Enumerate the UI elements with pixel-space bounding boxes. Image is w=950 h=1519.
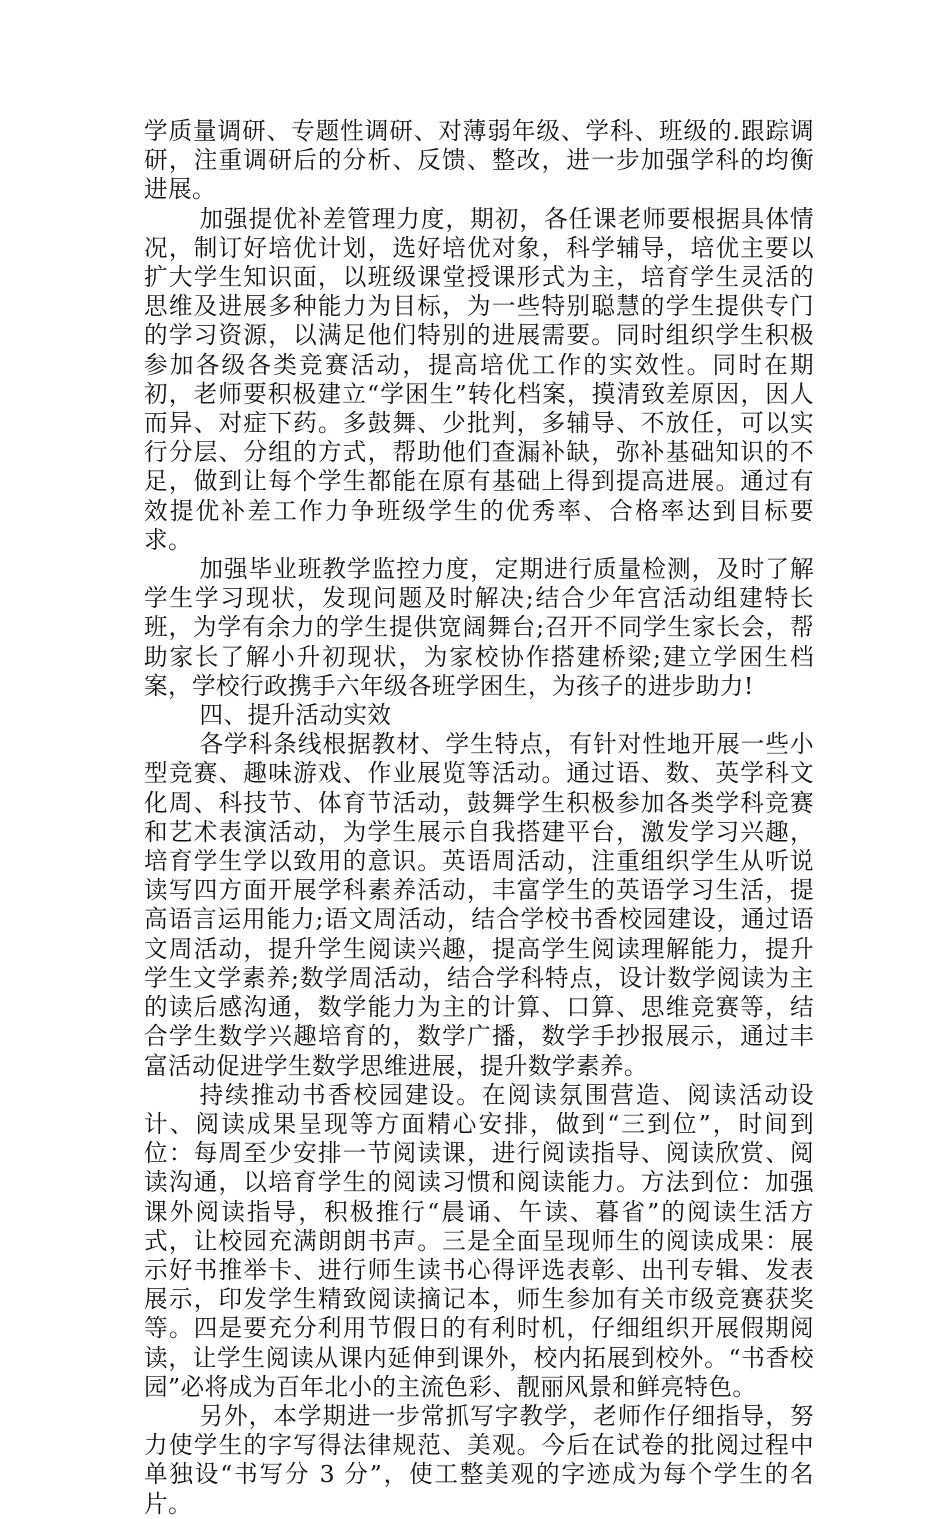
paragraph-tutoring: 加强提优补差管理力度，期初，各任课老师要根据具体情况，制订好培优计划，选好培优对象，科学辅导，培优主要以扩大学生知识面，以班级课堂授课形式为主，培育学生灵活的思维及进展多种能力为目标，为一些特别聪慧的学生提供专门的学习资源，以满足他们特别的进展需要。同时组织学生积极参加各级各类竞赛活动，提高培优工作的实效性。同时在期初，老师要积极建立“学困生”转化档案，摸清致差原因，因人而异、对症下药。多鼓舞、少批判，多辅导、不放任，可以实行分层、分组的方式，帮助他们查漏补缺，弥补基础知识的不足，做到让每个学生都能在原有基础上得到提高进展。通过有效提优补差工作力争班级学生的优秀率、合格率达到目标要求。 [144,204,814,554]
paragraph-graduating-class: 加强毕业班教学监控力度，定期进行质量检测，及时了解学生学习现状，发现问题及时解决;结合少年宫活动组建特长班，为学有余力的学生提供宽阔舞台;召开不同学生家长会，帮助家长了解小升初现状，为家校协作搭建桥梁;建立学困生档案，学校行政携手六年级各班学困生，为孩子的进步助力! [144,555,814,700]
paragraph-handwriting: 另外，本学期进一步常抓写字教学，老师作仔细指导，努力使学生的字写得法律规范、美观。今后在试卷的批阅过程中单独设“书写分 3 分”，使工整美观的字迹成为每个学生的名片。 [144,1401,814,1518]
paragraph-research-followup: 学质量调研、专题性调研、对薄弱年级、学科、班级的.跟踪调研，注重调研后的分析、反馈、整改，进一步加强学科的均衡进展。 [144,117,814,204]
document-body [144,117,814,1519]
paragraph-subject-activities: 各学科条线根据教材、学生特点，有针对性地开展一些小型竞赛、趣味游戏、作业展览等活动。通过语、数、英学科文化周、科技节、体育节活动，鼓舞学生积极参加各类学科竞赛和艺术表演活动，为学生展示自我搭建平台，激发学习兴趣，培育学生学以致用的意识。英语周活动，注重组织学生从听说读写四方面开展学科素养活动，丰富学生的英语学习生活，提高语言运用能力;语文周活动，结合学校书香校园建设，通过语文周活动，提升学生阅读兴趣，提高学生阅读理解能力，提升学生文学素养;数学周活动，结合学科特点，设计数学阅读为主的读后感沟通，数学能力为主的计算、口算、思维竞赛等，结合学生数学兴趣培育的，数学广播，数学手抄报展示，通过丰富活动促进学生数学思维进展，提升数学素养。 [144,730,814,1080]
section-heading-activities: 四、提升活动实效 [199,701,392,730]
paragraph-reading-campus: 持续推动书香校园建设。在阅读氛围营造、阅读活动设计、阅读成果呈现等方面精心安排，做到“三到位”，时间到位：每周至少安排一节阅读课，进行阅读指导、阅读欣赏、阅读沟通，以培育学生的阅读习惯和阅读能力。方法到位：加强课外阅读指导，积极推行“晨诵、午读、暮省”的阅读生活方式，让校园充满朗朗书声。三是全面呈现师生的阅读成果：展示好书推举卡、进行师生读书心得评选表彰、出刊专辑、发表展示，印发学生精致阅读摘记本，师生参加有关市级竞赛获奖等。四是要充分利用节假日的有利时机，仔细组织开展假期阅读，让学生阅读从课内延伸到课外，校内拓展到校外。“书香校园”必将成为百年北小的主流色彩、靓丽风景和鲜亮特色。 [144,1080,814,1401]
